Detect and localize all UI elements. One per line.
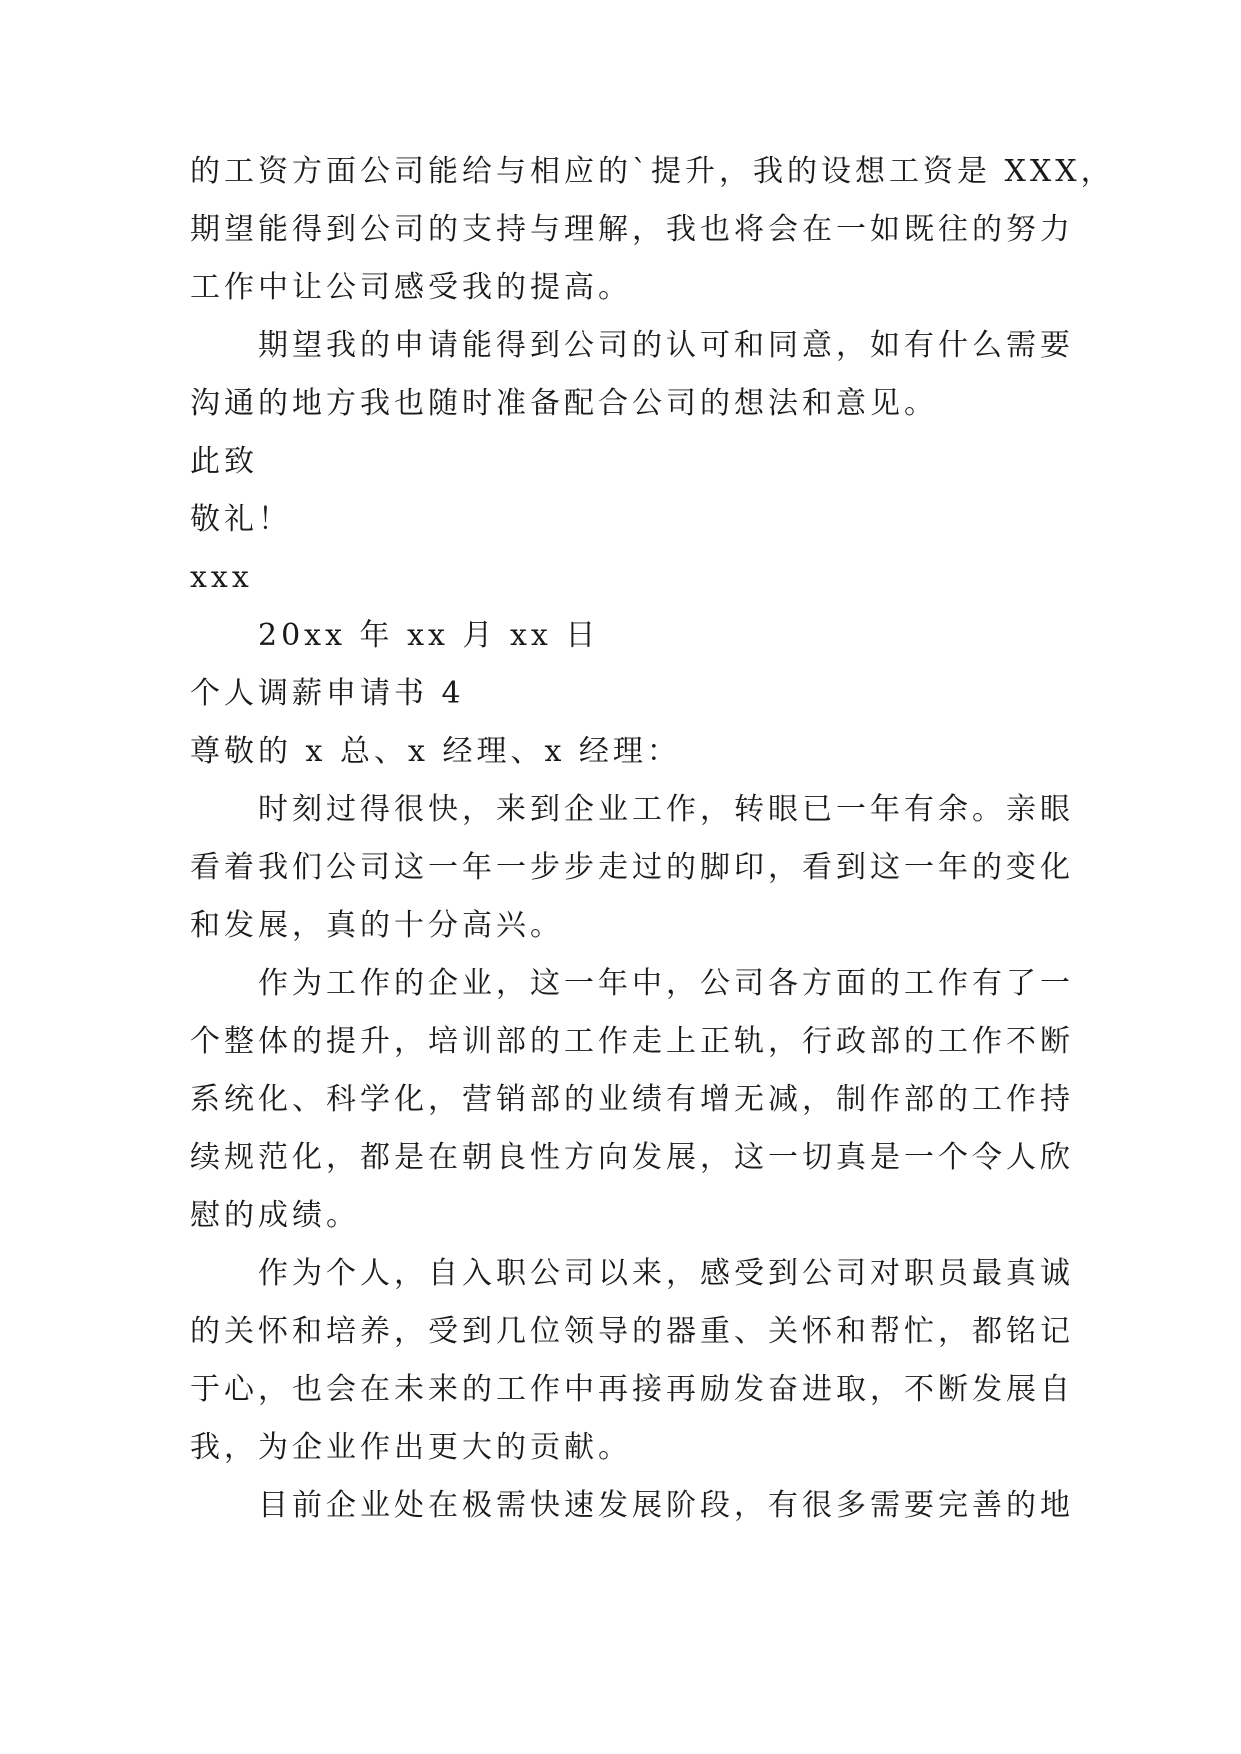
paragraph-start-line: 时刻过得很快，来到企业工作，转眼已一年有余。亲眼 <box>258 792 1074 827</box>
section-title: 个人调薪申请书 4 <box>190 676 465 711</box>
paragraph-start-line: 作为工作的企业，这一年中，公司各方面的工作有了一 <box>258 966 1074 1001</box>
paragraph-start-line: 目前企业处在极需快速发展阶段，有很多需要完善的地 <box>258 1488 1074 1523</box>
body-text-line: 续规范化，都是在朝良性方向发展，这一切真是一个令人欣 <box>190 1140 1074 1175</box>
closing-salutation: 此致 <box>190 444 258 479</box>
closing-regards: 敬礼！ <box>190 502 292 537</box>
body-text-line: 的工资方面公司能给与相应的`提升，我的设想工资是 XXX， <box>190 154 1115 189</box>
body-text-line: 我，为企业作出更大的贡献。 <box>190 1430 632 1465</box>
body-text-line: 系统化、科学化，营销部的业绩有增无减，制作部的工作持 <box>190 1082 1074 1117</box>
paragraph-start-line: 作为个人，自入职公司以来，感受到公司对职员最真诚 <box>258 1256 1074 1291</box>
body-text-line: 和发展，真的十分高兴。 <box>190 908 564 943</box>
signature-name: xxx <box>190 560 253 595</box>
signature-date: 20xx 年 xx 月 xx 日 <box>258 618 600 653</box>
body-text-line: 看着我们公司这一年一步步走过的脚印，看到这一年的变化 <box>190 850 1074 885</box>
body-text-line: 工作中让公司感受我的提高。 <box>190 270 632 305</box>
body-text-line: 的关怀和培养，受到几位领导的器重、关怀和帮忙，都铭记 <box>190 1314 1074 1349</box>
body-text-line: 慰的成绩。 <box>190 1198 360 1233</box>
body-text-line: 于心，也会在未来的工作中再接再励发奋进取，不断发展自 <box>190 1372 1074 1407</box>
body-text-line: 沟通的地方我也随时准备配合公司的想法和意见。 <box>190 386 938 421</box>
paragraph-start-line: 期望我的申请能得到公司的认可和同意，如有什么需要 <box>258 328 1074 363</box>
body-text-line: 个整体的提升，培训部的工作走上正轨，行政部的工作不断 <box>190 1024 1074 1059</box>
greeting-line: 尊敬的 x 总、x 经理、x 经理： <box>190 734 681 769</box>
body-text-line: 期望能得到公司的支持与理解，我也将会在一如既往的努力 <box>190 212 1074 247</box>
